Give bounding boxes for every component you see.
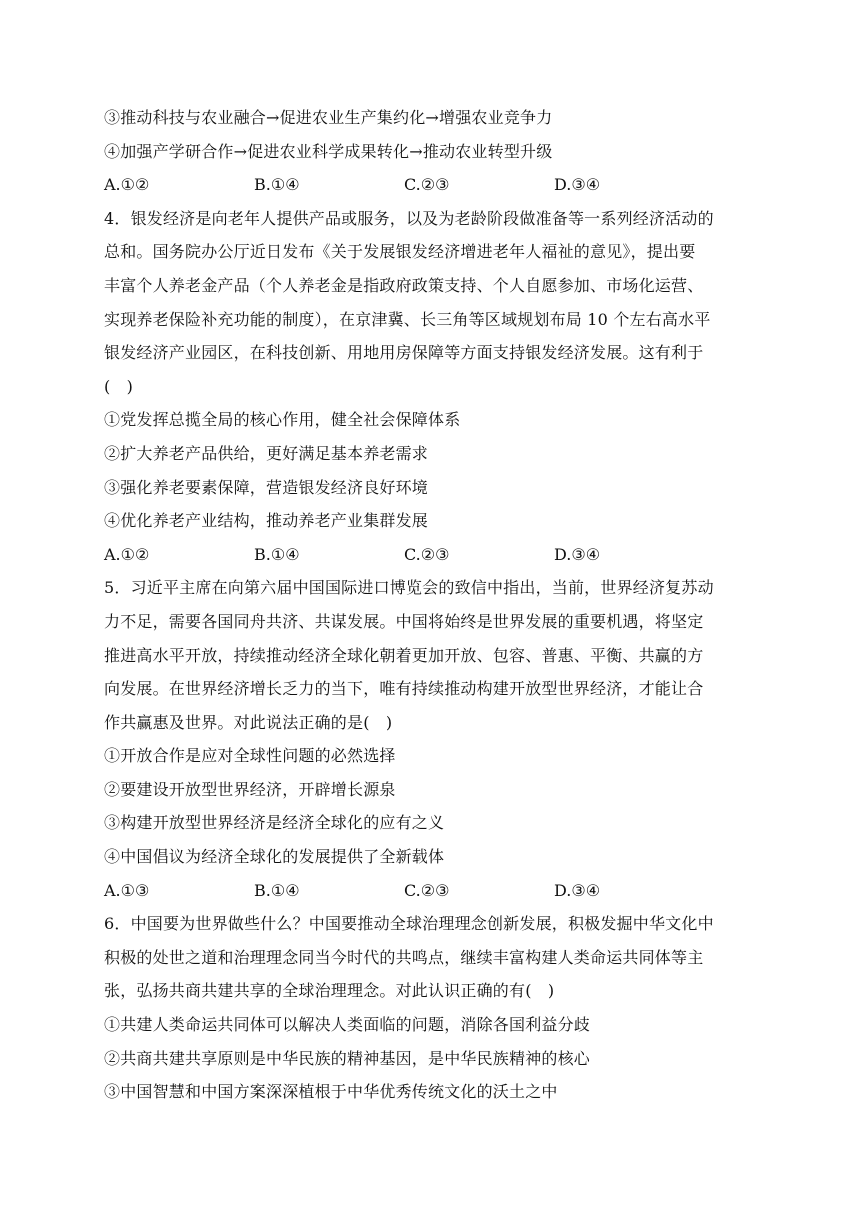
question-3 xyxy=(104,101,764,202)
option-4: ④中国倡议为经济全球化的发展提供了全新载体 xyxy=(104,847,445,867)
question-stem: 张，弘扬共商共建共享的全球治理理念。对此认识正确的有( ) xyxy=(104,981,555,1001)
choice-a[interactable]: A.①② xyxy=(104,175,150,195)
question-stem: 4．银发经济是向老年人提供产品或服务，以及为老龄阶段做准备等一系列经济活动的 xyxy=(104,208,714,228)
option-3: ③推动科技与农业融合→促进农业生产集约化→增强农业竞争力 xyxy=(104,108,553,127)
option-3: ③中国智慧和中国方案深深植根于中华优秀传统文化的沃土之中 xyxy=(104,1082,558,1102)
option-1: ①党发挥总揽全局的核心作用，健全社会保障体系 xyxy=(104,410,461,430)
question-stem: 银发经济产业园区，在科技创新、用地用房保障等方面支持银发经济发展。这有利于 xyxy=(104,343,704,363)
choice-b[interactable]: B.①④ xyxy=(254,880,300,900)
option-3: ③构建开放型世界经济是经济全球化的应有之义 xyxy=(104,813,445,833)
choice-d[interactable]: D.③④ xyxy=(554,544,601,564)
answer-choices xyxy=(104,874,764,908)
question-stem: 推进高水平开放，持续推动经济全球化朝着更加开放、包容、普惠、平衡、共赢的方 xyxy=(104,645,704,665)
answer-blank: ( ) xyxy=(104,376,134,396)
question-page xyxy=(104,101,764,1109)
choice-d[interactable]: D.③④ xyxy=(554,880,601,900)
option-2: ②要建设开放型世界经济，开辟增长源泉 xyxy=(104,779,396,799)
question-6 xyxy=(104,907,764,1109)
choice-b[interactable]: B.①④ xyxy=(254,544,300,564)
option-4: ④优化养老产业结构，推动养老产业集群发展 xyxy=(104,511,429,531)
option-1: ①开放合作是应对全球性问题的必然选择 xyxy=(104,746,396,766)
question-stem: 6．中国要为世界做些什么？中国要推动全球治理理念创新发展，积极发掘中华文化中 xyxy=(104,914,714,934)
choice-b[interactable]: B.①④ xyxy=(254,175,300,195)
option-3: ③强化养老要素保障，营造银发经济良好环境 xyxy=(104,477,429,497)
choice-c[interactable]: C.②③ xyxy=(404,544,450,564)
choice-c[interactable]: C.②③ xyxy=(404,880,450,900)
choice-a[interactable]: A.①② xyxy=(104,544,150,564)
question-stem: 向发展。在世界经济增长乏力的当下，唯有持续推动构建开放型世界经济，才能让合 xyxy=(104,679,704,699)
question-stem: 5．习近平主席在向第六届中国国际进口博览会的致信中指出，当前，世界经济复苏动 xyxy=(104,578,714,598)
question-stem: 实现养老保险补充功能的制度），在京津冀、长三角等区域规划布局 10 个左右高水平 xyxy=(104,309,711,329)
choice-a[interactable]: A.①③ xyxy=(104,880,150,900)
option-2: ②扩大养老产品供给，更好满足基本养老需求 xyxy=(104,443,429,463)
answer-choices xyxy=(104,538,764,572)
option-4: ④加强产学研合作→促进农业科学成果转化→推动农业转型升级 xyxy=(104,141,553,161)
option-1: ①共建人类命运共同体可以解决人类面临的问题，消除各国利益分歧 xyxy=(104,1015,591,1035)
choice-d[interactable]: D.③④ xyxy=(554,175,601,195)
question-stem: 作共赢惠及世界。对此说法正确的是( ) xyxy=(104,712,393,732)
option-2: ②共商共建共享原则是中华民族的精神基因，是中华民族精神的核心 xyxy=(104,1048,591,1068)
answer-choices xyxy=(104,168,764,202)
choice-c[interactable]: C.②③ xyxy=(404,175,450,195)
question-5 xyxy=(104,571,764,907)
question-stem: 积极的处世之道和治理理念同当今时代的共鸣点，继续丰富构建人类命运共同体等主 xyxy=(104,947,704,967)
question-stem: 力不足，需要各国同舟共济、共谋发展。中国将始终是世界发展的重要机遇，将坚定 xyxy=(104,611,704,631)
question-4 xyxy=(104,202,764,572)
question-stem: 丰富个人养老金产品（个人养老金是指政府政策支持、个人自愿参加、市场化运营、 xyxy=(104,275,704,295)
question-stem: 总和。国务院办公厅近日发布《关于发展银发经济增进老年人福祉的意见》，提出要 xyxy=(104,242,696,262)
